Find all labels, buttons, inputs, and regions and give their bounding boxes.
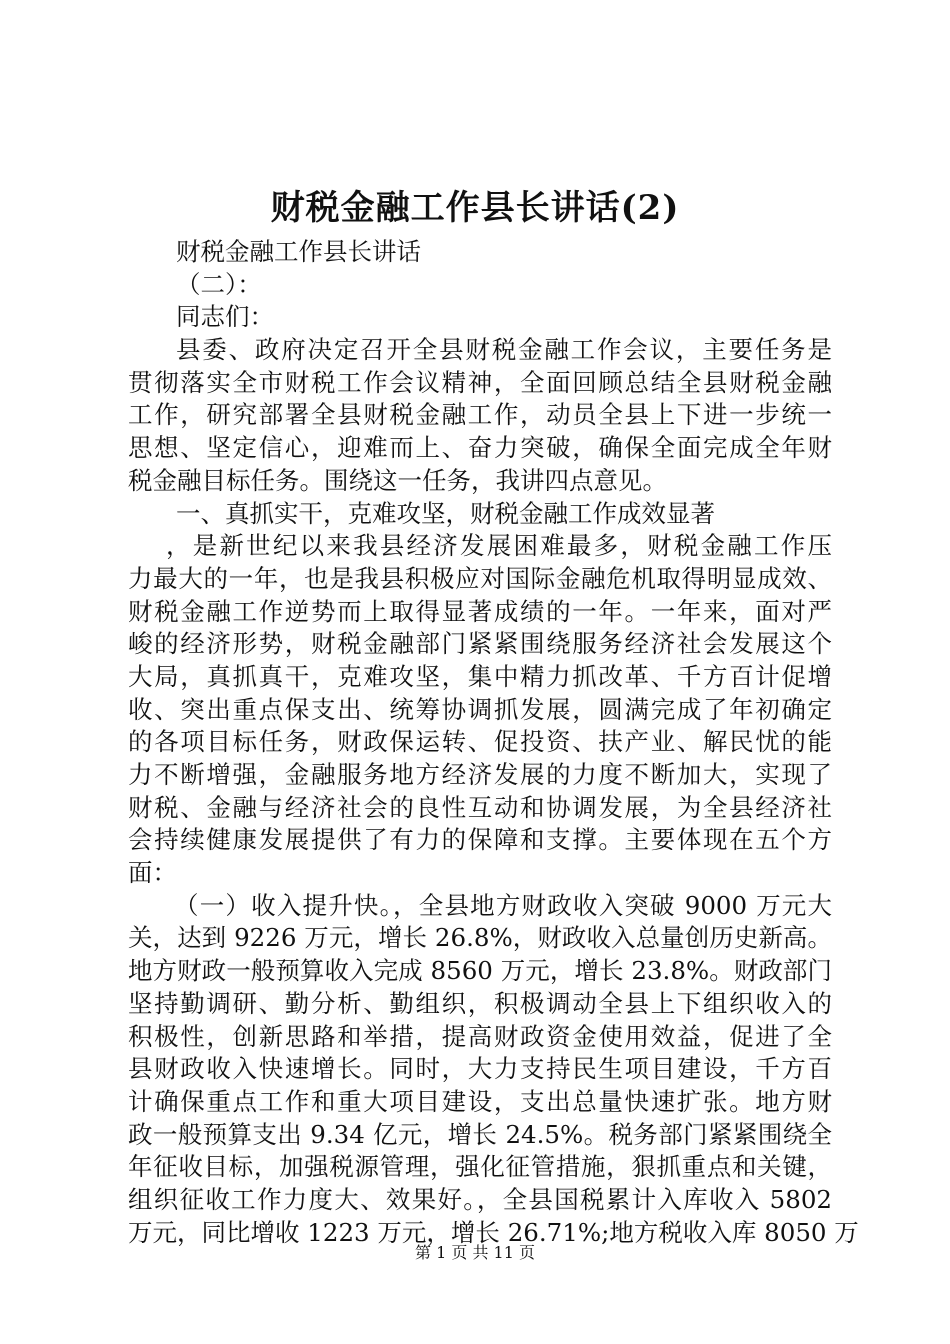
paragraph-line: （一）收入提升快。，全县地方财政收入突破 9000 万元大 (174, 890, 832, 920)
paragraph-line: 税金融目标任务。围绕这一任务，我讲四点意见。 (128, 465, 667, 495)
document-body (128, 236, 859, 1249)
paragraph-line: 年征收目标，加强税源管理，强化征管措施，狠抓重点和关键， (128, 1152, 832, 1182)
paragraph-line: 力最大的一年，也是我县积极应对国际金融危机取得明显成效、 (128, 563, 832, 593)
paragraph-line: 面： (128, 858, 177, 888)
paragraph-line: 组织征收工作力度大、效果好。，全县国税累计入库收入 5802 (128, 1184, 832, 1214)
paragraph-line: 工作，研究部署全县财税金融工作，动员全县上下进一步统一 (128, 400, 832, 430)
paragraph-line: 关，达到 9226 万元，增长 26.8%，财政收入总量创历史新高。 (128, 923, 832, 953)
subtitle-line: 财税金融工作县长讲话 (176, 237, 421, 266)
paragraph-line: 县财政收入快速增长。同时，大力支持民生项目建设，千方百 (128, 1054, 832, 1084)
paragraph-line: 收、突出重点保支出、统筹协调抓发展，圆满完成了年初确定 (128, 694, 832, 724)
paragraph-line: （二）： (176, 269, 262, 299)
paragraph-line: 计确保重点工作和重大项目建设，支出总量快速扩张。地方财 (128, 1086, 832, 1116)
page-number: 第 1 页 共 11 页 (415, 1243, 535, 1262)
paragraph-line: 会持续健康发展提供了有力的保障和支撑。主要体现在五个方 (128, 825, 832, 855)
paragraph-line: 地方财政一般预算收入完成 8560 万元，增长 23.8%。财政部门 (128, 956, 832, 986)
paragraph-line: ，是新世纪以来我县经济发展困难最多，财税金融工作压 (166, 531, 832, 561)
paragraph-line: 贯彻落实全市财税工作会议精神，全面回顾总结全县财税金融 (128, 367, 832, 397)
paragraph-line: 坚持勤调研、勤分析、勤组织，积极调动全县上下组织收入的 (128, 988, 832, 1018)
paragraph-line: 万元，同比增收 1223 万元，增长 26.71%;地方税收入库 8050 万 (128, 1217, 859, 1247)
section-heading: 一、真抓实干，克难攻坚，财税金融工作成效显著 (176, 498, 715, 528)
document-title: 财税金融工作县长讲话(2) (270, 188, 680, 228)
paragraph-line: 县委、政府决定召开全县财税金融工作会议，主要任务是 (176, 335, 832, 365)
paragraph-line: 力不断增强，金融服务地方经济发展的力度不断加大，实现了 (128, 760, 832, 789)
paragraph-line: 政一般预算支出 9.34 亿元，增长 24.5%。税务部门紧紧围绕全 (128, 1119, 832, 1149)
paragraph-line: 峻的经济形势，财税金融部门紧紧围绕服务经济社会发展这个 (128, 629, 832, 659)
paragraph-line: 大局，真抓真干，克难攻坚，集中精力抓改革、千方百计促增 (128, 661, 832, 691)
paragraph-line: 的各项目标任务，财政保运转、促投资、扶产业、解民忧的能 (128, 727, 832, 757)
paragraph-line: 财税金融工作逆势而上取得显著成绩的一年。一年来，面对严 (128, 596, 832, 626)
salutation-line: 同志们： (176, 302, 274, 332)
paragraph-line: 财税、金融与经济社会的良性互动和协调发展，为全县经济社 (128, 792, 832, 822)
paragraph-line: 积极性，创新思路和举措，提高财政资金使用效益，促进了全 (128, 1021, 832, 1051)
paragraph-line: 思想、坚定信心，迎难而上、奋力突破，确保全面完成全年财 (128, 433, 832, 463)
